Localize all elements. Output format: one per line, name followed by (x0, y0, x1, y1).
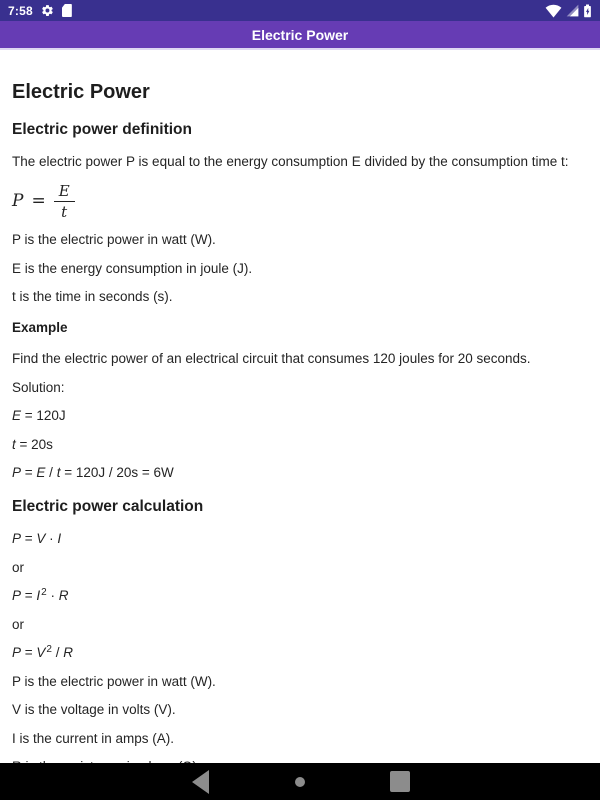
paragraph-watt-note: P is the electric power in watt (W). (12, 673, 216, 689)
section-heading-definition: Electric power definition (12, 121, 192, 138)
back-icon (192, 770, 209, 794)
wifi-icon (545, 4, 562, 18)
var-i: I (57, 531, 62, 546)
var-r: R (63, 645, 73, 660)
home-button[interactable] (250, 763, 350, 800)
formula-denominator: t (54, 201, 75, 221)
var-v: V (36, 531, 46, 546)
sd-card-icon (62, 4, 72, 17)
status-time: 7:58 (8, 3, 33, 18)
var-e: E (36, 465, 46, 480)
paragraph-or: or (12, 559, 25, 575)
navigation-bar (0, 763, 600, 800)
solution-result: = 120J / 20s = 6W (60, 465, 174, 480)
var-e: E (12, 408, 22, 423)
settings-icon (41, 4, 54, 17)
recents-button[interactable] (350, 763, 450, 800)
equation-p-v2r: $P = V^2 / R$ (12, 643, 73, 660)
value-t: = 20s (15, 436, 53, 452)
formula-lhs: P (12, 191, 24, 211)
back-button[interactable] (150, 763, 250, 800)
content-scroll-area[interactable] (0, 52, 600, 763)
page-title: Electric Power (12, 81, 150, 103)
status-bar (0, 0, 600, 21)
var-i: I (36, 588, 41, 603)
superscript-2: 2 (46, 643, 52, 655)
equation-e-value (12, 408, 588, 424)
var-p: P (12, 531, 22, 546)
formula-equals-sign: = (31, 191, 46, 211)
var-p: P (12, 465, 22, 480)
paragraph-watt-note: P is the electric power in watt (W). (12, 232, 216, 247)
formula-numerator: E (58, 181, 70, 200)
paragraph-joule-note: E is the energy consumption in joule (J). (12, 260, 253, 276)
paragraph-definition-intro: The electric power P is equal to the energy consumption E divided by the consumption time t: (12, 154, 569, 169)
recents-icon (390, 771, 410, 792)
equation-solution: P = E / t = 120J / 20s = 6W (12, 465, 174, 480)
var-p: P (12, 588, 22, 603)
formula-p-equals-e-over-t (12, 183, 588, 219)
paragraph-seconds-note: t is the time in seconds (s). (12, 289, 173, 304)
var-v: V (36, 645, 46, 660)
paragraph-volts-note: V is the voltage in volts (V). (12, 702, 176, 717)
paragraph-example-question: Find the electric power of an electrical circuit that consumes 120 joules for 20 seconds. (12, 351, 531, 366)
equation-t-value (12, 437, 588, 453)
app-bar-title: Electric Power (251, 26, 349, 43)
cell-signal-icon (566, 4, 579, 17)
section-heading-example: Example (12, 320, 68, 335)
value-e: = 120J (21, 408, 66, 423)
paragraph-solution-label: Solution: (12, 379, 65, 395)
var-t: t (12, 436, 16, 452)
equation-p-vi: P = V · I (12, 531, 62, 546)
section-heading-calculation: Electric power calculation (12, 498, 204, 515)
var-p: P (12, 645, 22, 660)
superscript-2: 2 (41, 586, 47, 598)
formula-fraction (54, 182, 75, 221)
battery-icon (583, 3, 592, 18)
paragraph-or: or (12, 616, 25, 632)
var-r: R (58, 588, 69, 603)
paragraph-amps-note: I is the current in amps (A). (12, 730, 175, 746)
home-icon (295, 777, 305, 787)
equation-p-i2r: $P = I^2 \cdot R$ (12, 586, 69, 603)
app-bar (0, 21, 600, 50)
var-t: t (56, 465, 61, 480)
